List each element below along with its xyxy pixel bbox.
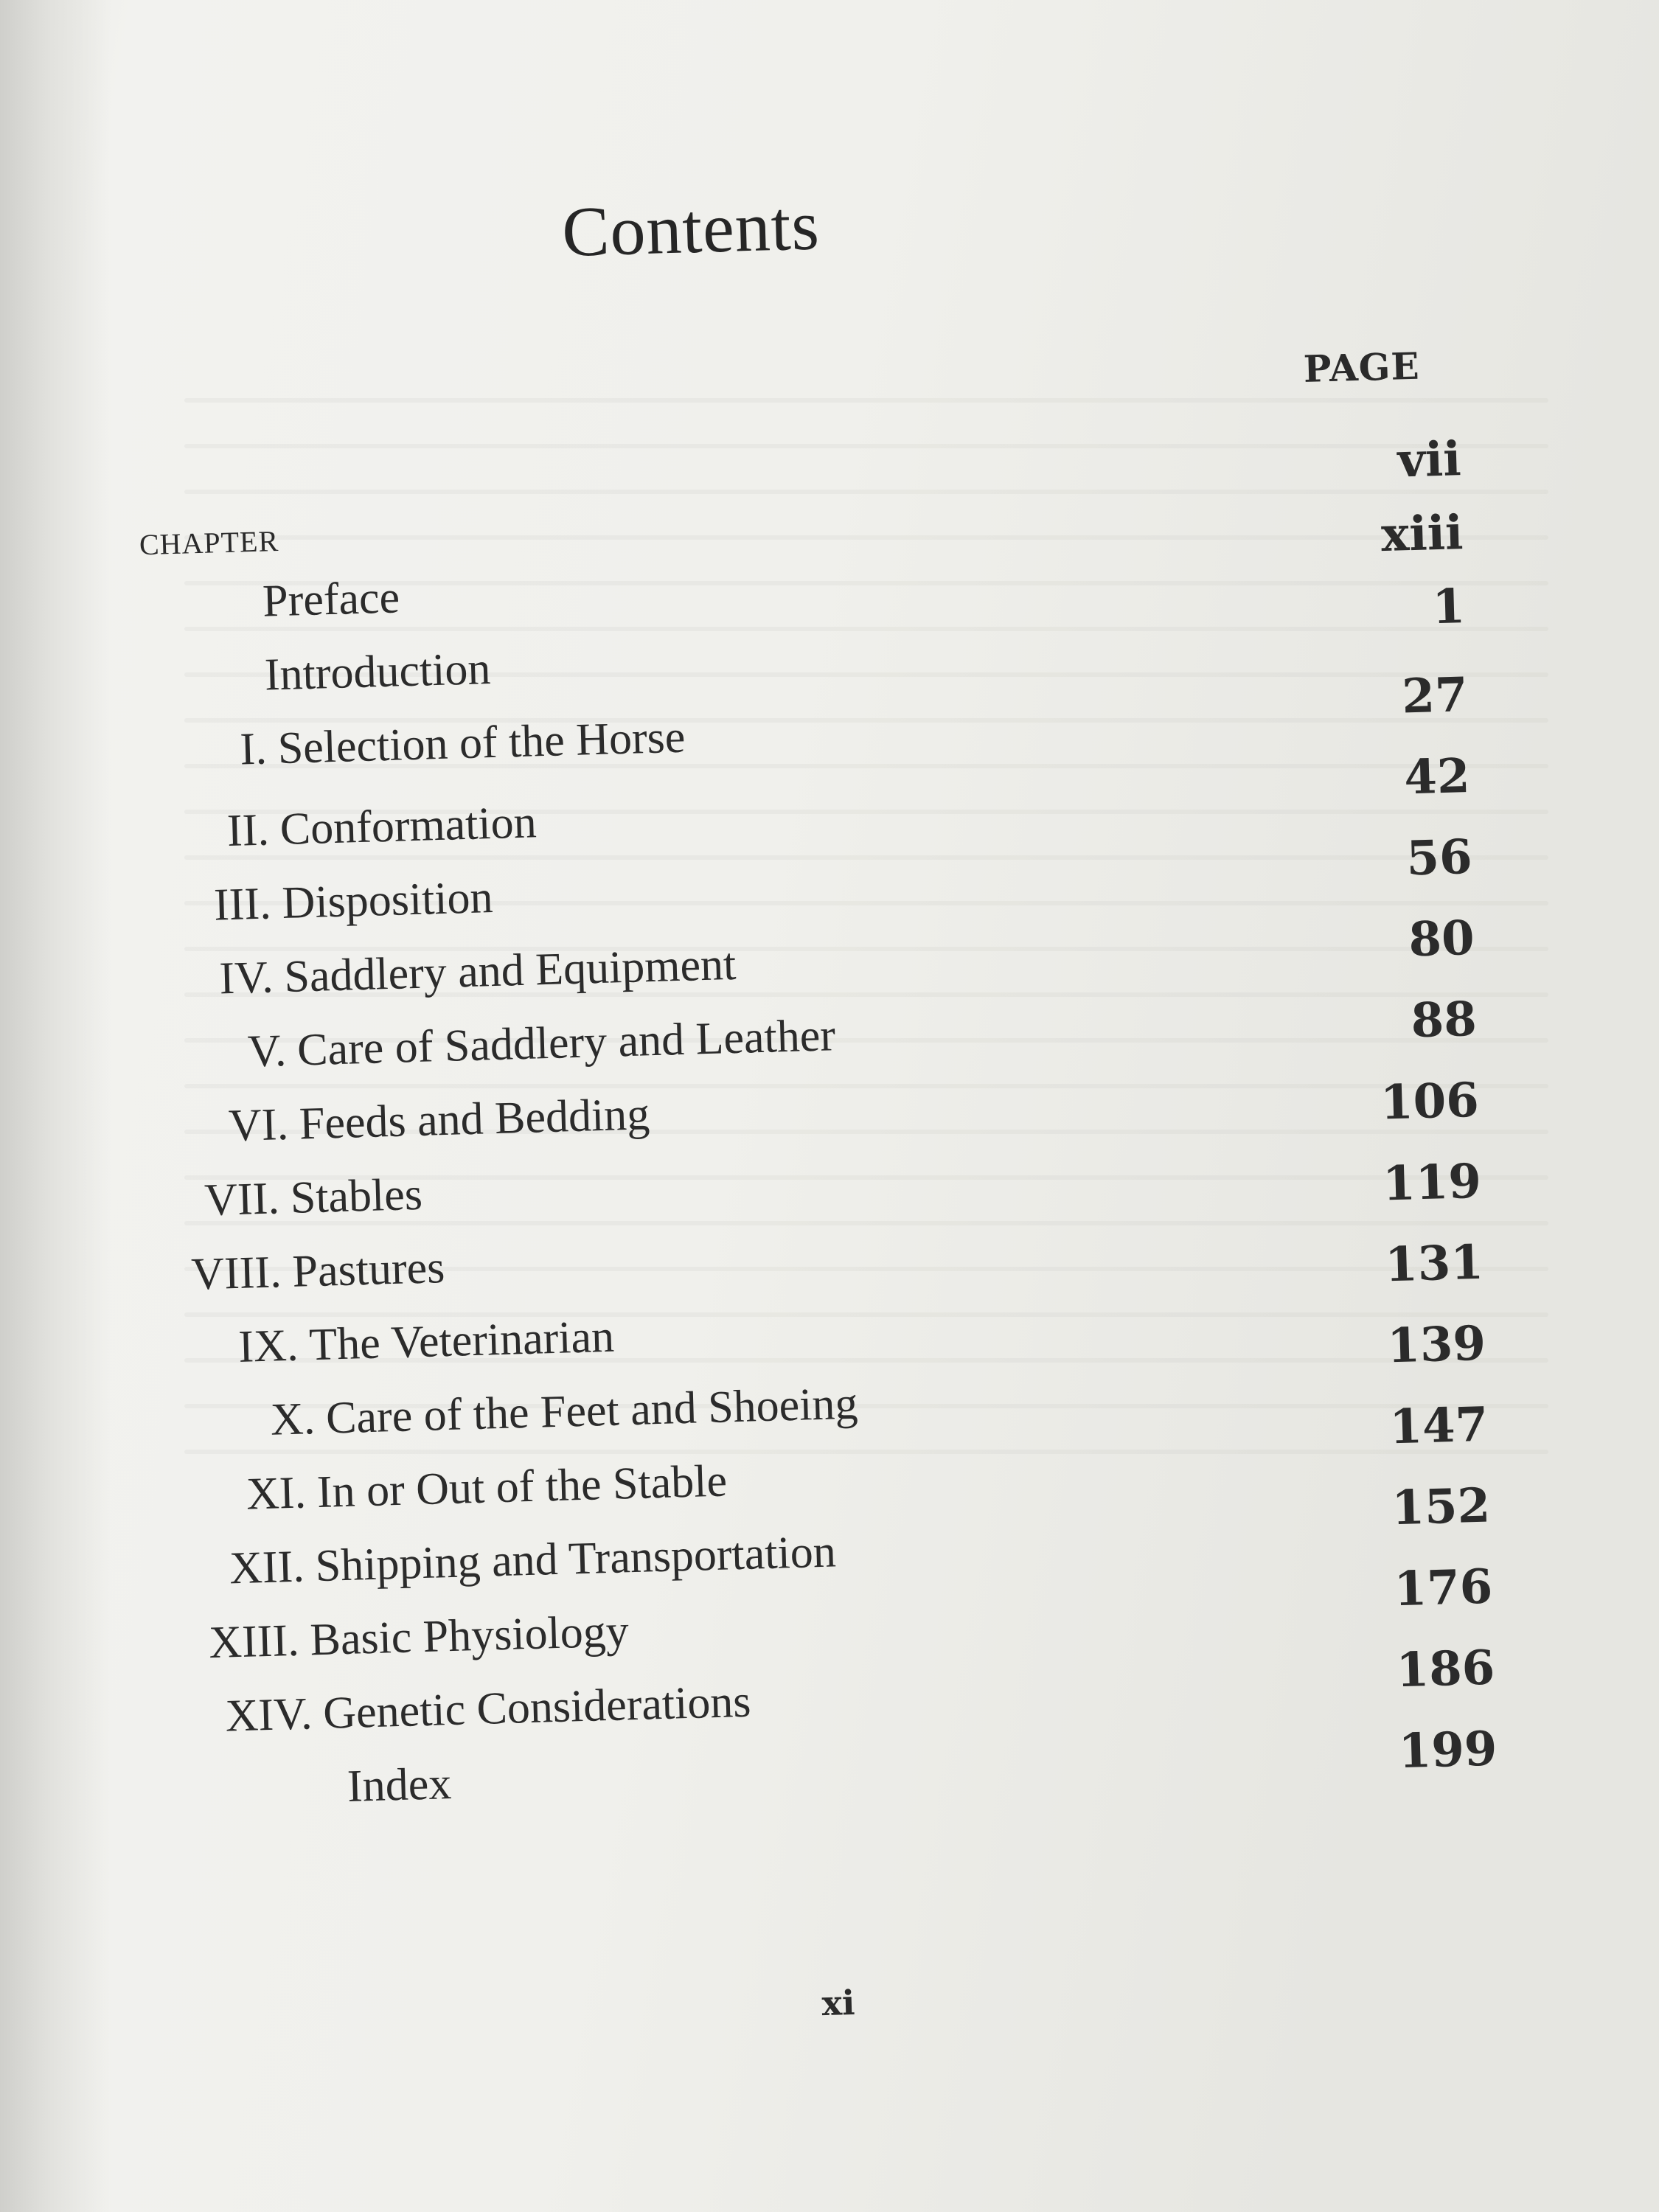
page-number: 152 — [1391, 1478, 1492, 1537]
page-column-header: PAGE — [1303, 344, 1421, 392]
chapter-title: Care of Saddlery and Leather — [296, 1010, 836, 1076]
page-number: 80 — [1408, 910, 1475, 968]
chapter-title: Introduction — [264, 643, 492, 700]
chapter-title: Disposition — [281, 872, 494, 928]
chapter-number: X. — [269, 1394, 316, 1445]
chapter-title: In or Out of the Stable — [316, 1455, 728, 1517]
chapter-title: Feeds and Bedding — [299, 1089, 651, 1150]
chapter-number: IV. — [218, 952, 274, 1004]
chapter-title: Saddlery and Equipment — [283, 939, 737, 1002]
page-number: 147 — [1388, 1397, 1489, 1455]
page-number: 131 — [1384, 1234, 1484, 1293]
chapter-title: Basic Physiology — [309, 1606, 630, 1666]
folio-page-number: xi — [821, 1982, 856, 2024]
chapter-number: VIII. — [190, 1247, 282, 1300]
chapter-number: II. — [226, 804, 270, 857]
page-number: 199 — [1397, 1721, 1498, 1780]
chapter-title: Index — [347, 1759, 453, 1812]
chapter-title: Pastures — [291, 1242, 446, 1297]
page-number: 56 — [1405, 829, 1473, 887]
chapter-title: Care of the Feet and Shoeing — [325, 1378, 859, 1444]
page-number: 1 — [1431, 579, 1467, 636]
page-number: 88 — [1410, 991, 1478, 1049]
chapter-title: Selection of the Horse — [276, 712, 686, 774]
page-number: 119 — [1382, 1153, 1482, 1212]
page-number: 42 — [1403, 748, 1471, 806]
page-number: 139 — [1386, 1315, 1486, 1374]
chapter-title: Preface — [262, 572, 400, 627]
page-number: 176 — [1393, 1559, 1494, 1618]
chapter-number: XI. — [246, 1467, 307, 1520]
chapter-title: Stables — [289, 1169, 423, 1223]
page-number: vii — [1397, 431, 1462, 489]
chapter-number: XIII. — [208, 1615, 300, 1669]
chapter-number: VI. — [228, 1099, 289, 1152]
chapter-number: III. — [213, 878, 272, 931]
chapter-title: Shipping and Transportation — [314, 1526, 837, 1592]
chapter-number: I. — [239, 723, 268, 775]
page-number: xiii — [1380, 505, 1464, 563]
chapter-column-header: CHAPTER — [139, 524, 279, 562]
chapter-number: XII. — [229, 1541, 305, 1594]
chapter-number: XIV. — [224, 1688, 313, 1742]
chapter-number: IX. — [237, 1320, 299, 1372]
page-title: Contents — [560, 185, 821, 272]
chapter-title: Conformation — [279, 797, 538, 855]
chapter-number: V. — [246, 1025, 288, 1077]
chapter-title: The Veterinarian — [308, 1311, 615, 1371]
chapter-title: Genetic Considerations — [322, 1676, 752, 1739]
page-number: 186 — [1395, 1640, 1496, 1699]
page-number: 27 — [1401, 667, 1469, 725]
chapter-number: VII. — [204, 1173, 280, 1226]
page-number: 106 — [1380, 1072, 1480, 1131]
